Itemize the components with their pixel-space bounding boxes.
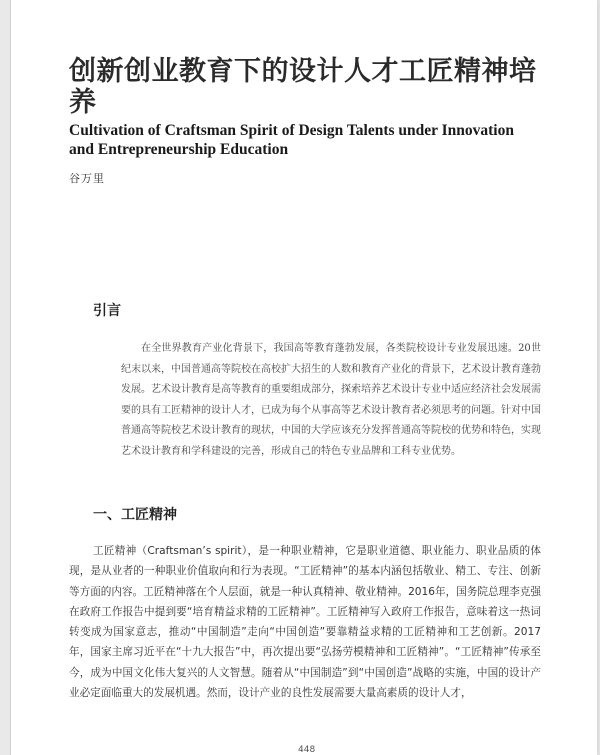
document-page xyxy=(10,0,597,755)
section-heading-intro: 引言 xyxy=(93,303,121,319)
abstract-paragraph: 在全世界教育产业化背景下，我国高等教育蓬勃发展，各类院校设计专业发展迅速。20世纪末以来，中国普通高等院校在高校扩大招生的人数和教育产业化的背景下，艺术设计教育蓬勃发展。艺术设计教育是高等教育的重要组成部分，探索培养艺术设计专业中适应经济社会发展需要的具有工匠精神的设计人才，已成为每个从事高等艺术设计教育者必须思考的问题。针对中国普通高等院校艺术设计教育的现状，中国的大学应该充分发挥普通高等院校的优势和特色，实现艺术设计教育和学科建设的完善，形成自己的特色专业品牌和工科专业优势。 xyxy=(121,343,541,457)
section-heading-craftsman-spirit: 一、工匠精神 xyxy=(93,507,177,523)
title-english: Cultivation of Craftsman Spirit of Design Talents under Innovation and Entrepreneurship Education xyxy=(69,122,514,158)
body-paragraph: 工匠精神（Craftsman’s spirit），是一种职业精神，它是职业道德、职业能力、职业品质的体现，是从业者的一种职业价值取向和行为表现。“工匠精神”的基本内涵包括敬业、精工、专注、创新等方面的内容。工匠精神落在个人层面，就是一种认真精神、敬业精神。2016年，国务院总理李克强在政府工作报告中提到要“培育精益求精的工匠精神”。工匠精神写入政府工作报告，意味着这一热词转变成为国家意志，推动“中国制造”走向“中国创造”要靠精益求精的工匠精神和工艺创新。2017年，国家主席习近平在“十九大报告”中，再次提出要“弘扬劳模精神和工匠精神”。“工匠精神”传承至今，成为中国文化伟大复兴的人文智慧。随着从“中国制造”到“中国创造”战略的实施，中国的设计产业必定面临重大的发展机遇。然而，设计产业的良性发展需要大量高素质的设计人才， xyxy=(69,545,541,700)
author-name: 谷万里 xyxy=(69,172,105,185)
title-chinese: 创新创业教育下的设计人才工匠精神培养 xyxy=(69,56,537,118)
page-number: 448 xyxy=(298,745,316,755)
